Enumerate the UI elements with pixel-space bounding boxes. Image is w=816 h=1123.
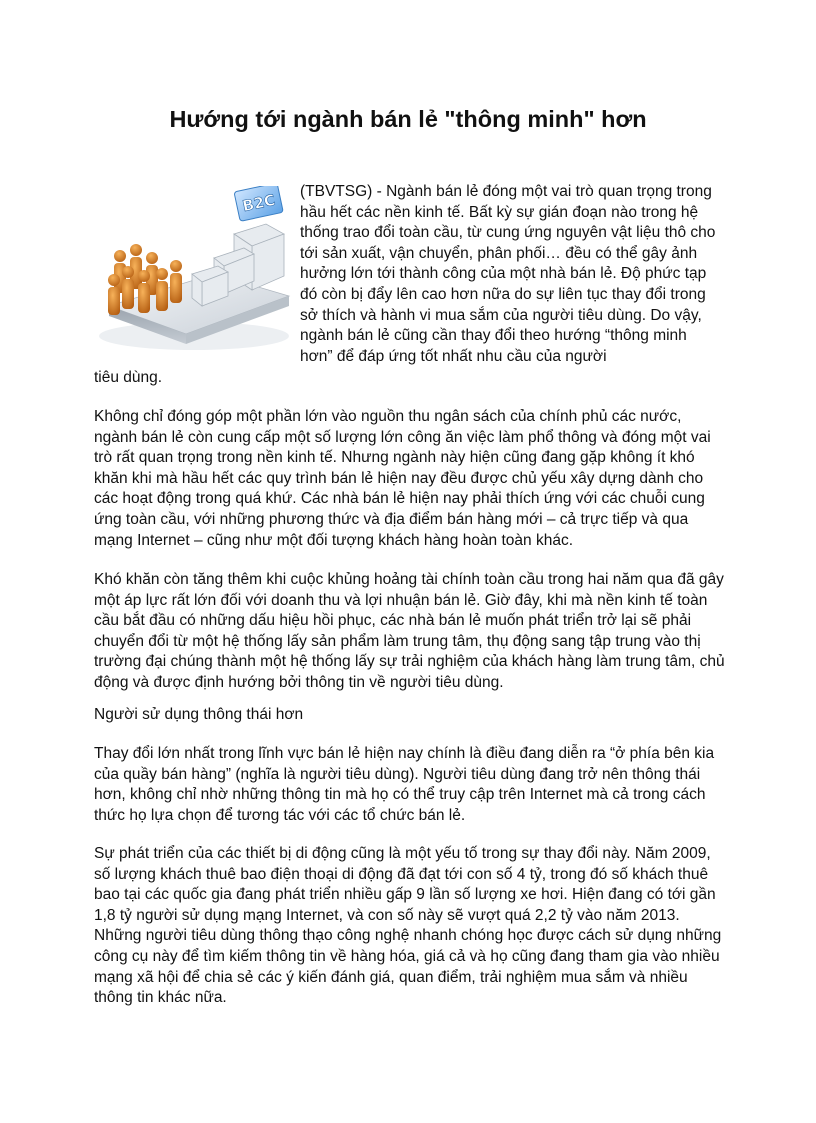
b2c-sign-text: B2C xyxy=(240,190,277,216)
section-heading: Người sử dụng thông thái hơn xyxy=(94,706,304,723)
body-paragraph: Khó khăn còn tăng thêm khi cuộc khủng hoảng tài chính toàn cầu trong hai năm qua đã gây một áp lực rất lớn đối với doanh thu và lợi nhuận bán lẻ. Giờ đây, khi mà nền kinh tế toàn cầu bắt đầu có những dấu hiệu hồi phục, các nhà bán lẻ muốn phát triển trở lại sẽ phải chuyển đổi từ một hệ thống lấy sản phẩm làm trung tâm, thụ động sang tập trung vào thị trường đại chúng thành một hệ thống lấy sự trải nghiệm của khách hàng làm trung tâm, chủ động và được định hướng bởi thông tin về người tiêu dùng. xyxy=(94,571,725,691)
intro-paragraph: (TBVTSG) - Ngành bán lẻ đóng một vai trò quan trọng trong hầu hết các nền kinh tế. Bất kỳ sự gián đoạn nào trong hệ thống trao đổi toàn cầu, từ cung ứng nguyên vật liệu thô cho tới sản xuất, vận chuyển, phân phối… đều có thể gây ảnh hưởng lớn tới thành công của một nhà bán lẻ. Độ phức tạp đó còn bị đẩy lên cao hơn nữa do sự liên tục thay đổi trong sở thích và hành vi mua sắm của người tiêu dùng. Do vậy, ngành bán lẻ cũng cần thay đổi theo hướng “thông minh hơn” để đáp ứng tốt nhất nhu cầu của người xyxy=(300,183,716,365)
article-title: Hướng tới ngành bán lẻ "thông minh" hơn xyxy=(169,106,647,132)
b2c-people-puzzle-illustration xyxy=(94,186,294,356)
intro-paragraph-tail: tiêu dùng. xyxy=(94,369,163,386)
body-paragraph: Sự phát triển của các thiết bị di động cũng là một yếu tố trong sự thay đổi này. Năm 2009, số lượng khách thuê bao điện thoại di động đã đạt tới con số 4 tỷ, trong đó số khách thuê bao tại các quốc gia đang phát triển nhiều gấp 9 lần số lượng xe hơi. Hiện đang có tới gần 1,8 tỷ người sử dụng mạng Internet, và con số này sẽ vượt quá 2,2 tỷ vào năm 2013. Những người tiêu dùng thông thạo công nghệ nhanh chóng học được cách sử dụng những công cụ này để tìm kiếm thông tin về hàng hóa, giá cả và họ cũng đang tham gia vào nhiều mạng xã hội để chia sẻ các ý kiến đánh giá, quan điểm, trải nghiệm mua sắm và nhiều thông tin khác nữa. xyxy=(94,845,722,1007)
body-paragraph: Thay đổi lớn nhất trong lĩnh vực bán lẻ hiện nay chính là điều đang diễn ra “ở phía bên kia của quầy bán hàng” (nghĩa là người tiêu dùng). Người tiêu dùng đang trở nên thông thái hơn, không chỉ nhờ những thông tin mà họ có thể truy cập trên Internet mà cả trong cách thức họ lựa chọn để tương tác với các tổ chức bán lẻ. xyxy=(94,745,715,824)
body-paragraph: Không chỉ đóng góp một phần lớn vào nguồn thu ngân sách của chính phủ các nước, ngành bán lẻ còn cung cấp một số lượng lớn công ăn việc làm phổ thông và đóng một vai trò rất quan trọng trong nền kinh tế. Nhưng ngành này hiện cũng đang gặp không ít khó khăn khi mà hầu hết các quy trình bán lẻ hiện nay đều được chủ yếu xây dựng dành cho các hoạt động trong quá khứ. Các nhà bán lẻ hiện nay phải thích ứng với các chuỗi cung ứng toàn cầu, với những phương thức và địa điểm bán hàng mới – cả trực tiếp và qua mạng Internet – cũng như một đối tượng khách hàng hoàn toàn khác. xyxy=(94,408,711,549)
b2c-illustration-svg xyxy=(94,186,294,356)
